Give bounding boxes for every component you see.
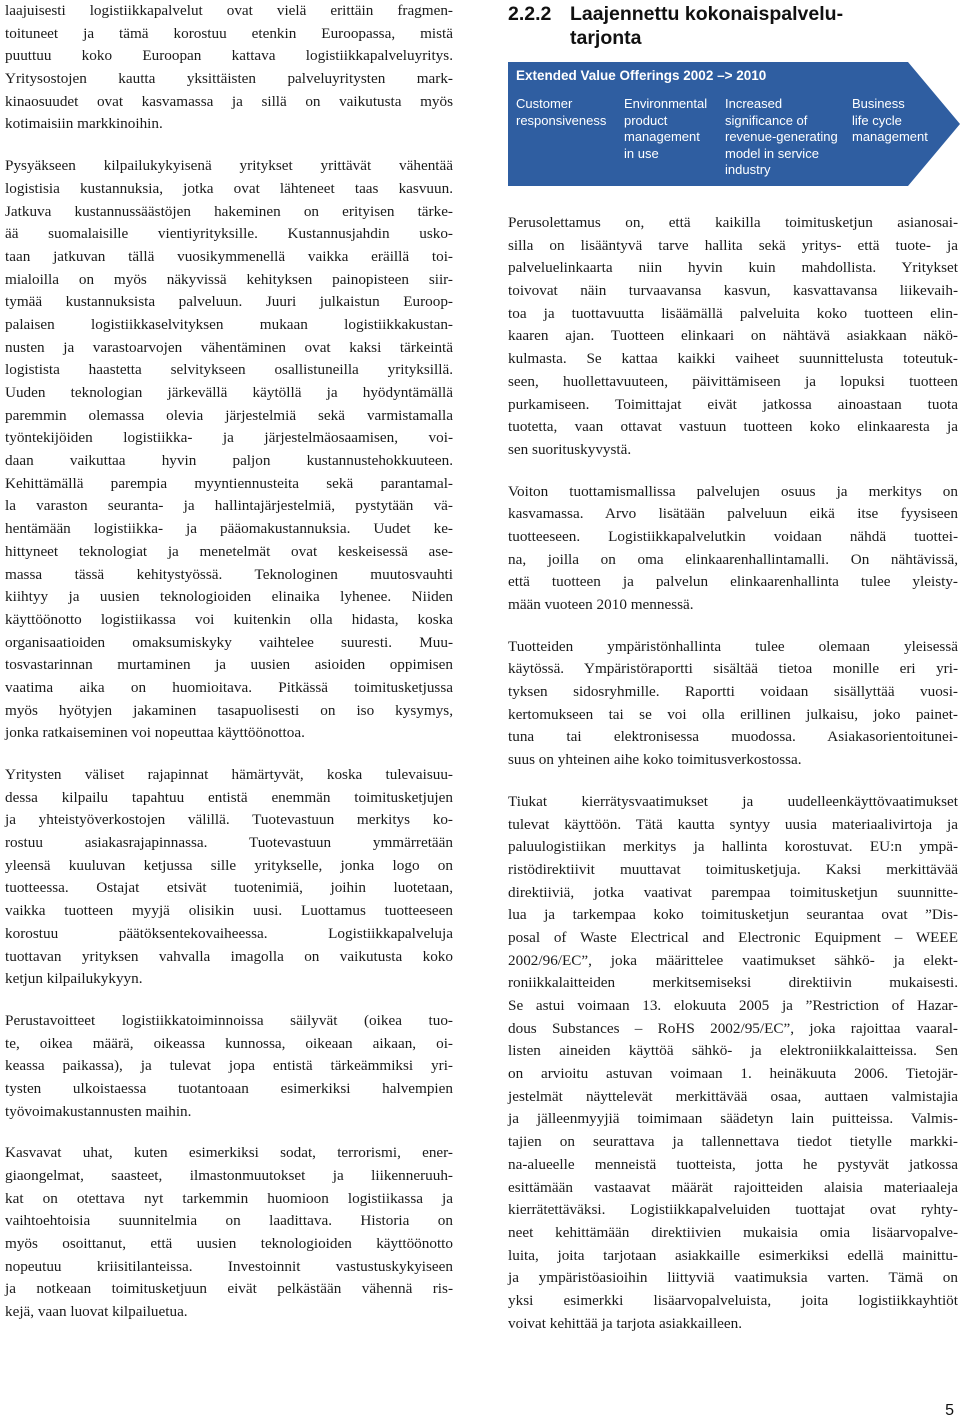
text-line: Jatkuva kustannussäästöjen hakeminen on erityisen tärke- xyxy=(5,202,453,220)
right-paragraph-1 xyxy=(508,212,958,462)
text-line: giaongelmat, saasteet, ilmastonmuutokset ja liikenneruuh- xyxy=(5,1167,453,1184)
banner-item-revenue-generating-model xyxy=(725,96,838,179)
banner-item-business-life-cycle xyxy=(852,96,928,146)
text-line: Uuden teknologian järkevällä käytöllä ja hyödyntämällä xyxy=(5,384,453,401)
banner-item-line: Customer xyxy=(516,96,573,111)
text-line: tuotetta, vaan ottavat vastuun tuotteen koko elinkaaresta ja xyxy=(508,418,958,436)
text-line: yleensä kuuluvan ketjussa sille yritykselle, jonka logo on xyxy=(5,856,453,874)
text-line: dessa kilpailu tapahtuu entistä enemmän toimitusketjujen xyxy=(5,788,453,806)
text-line: tulevat käyttöön. Tätä kautta syntyy uusia materiaalivirtoja ja xyxy=(508,815,958,833)
text-line: toituneet ja tämä korostuu etenkin Euroopassa, mistä xyxy=(5,24,453,42)
text-line: ää suomalaisille vientiyrityksille. Kustannusjahdin usko- xyxy=(5,225,453,243)
text-line: tysten ulkoistaessa tuotantoaan esimerkiksi halvempien xyxy=(5,1079,453,1097)
banner-item-customer-responsiveness xyxy=(516,96,606,129)
banner-item-line: model in service xyxy=(725,145,819,161)
text-line: lua ja tarkempaa koko toimitusketjun seurantaa ovat ”Dis- xyxy=(508,906,958,924)
text-line: paluulogistiikan merkitys ja hallinta korostuvat. EU:n ympä- xyxy=(508,838,958,856)
text-line: sen suorituskyvystä. xyxy=(508,440,632,458)
text-line: ja notkeaan toimitusketjuun eivät pelkästään vähennä ris- xyxy=(5,1280,453,1298)
text-line: listen aineiden käyttöä sähkö- ja elektroniikkalaitteissa. Sen xyxy=(508,1042,958,1060)
text-line: posal of Waste Electrical and Electronic Equipment – WEEE xyxy=(508,928,958,946)
text-line: tajien on seurattava ja tallennettava tiedot tietylle markki- xyxy=(508,1133,958,1151)
banner-item-line: management xyxy=(624,129,700,144)
text-line: käytössä. Ympäristöraportti sisältää tietoa monille eri yri- xyxy=(508,660,958,678)
text-line: seen, huollettavuuteen, päivittämiseen ja lopuksi tuotteen xyxy=(508,372,958,390)
page-number: 5 xyxy=(945,1402,954,1419)
banner-item-line: responsiveness xyxy=(516,112,607,128)
right-paragraph-2 xyxy=(508,481,958,617)
banner-item-line: management xyxy=(852,129,928,144)
text-line: ja yhteistyöverkostojen välillä. Tuotevastuun merkitys ko- xyxy=(5,811,453,829)
text-line: tuotteessa. Ostajat etsivät tuotenimiä, joihin luotetaan, xyxy=(5,879,453,897)
banner-item-line: Business xyxy=(852,96,905,111)
text-line: kat on otettava nyt tarkemmin huomioon logistiikassa ja xyxy=(5,1189,453,1207)
section-number: 2.2.2 xyxy=(508,3,552,25)
text-line: että tuotteen ja palvelun elinkaarenhallinta tulee yleisty- xyxy=(508,573,958,591)
text-line: voivat kehittää ja tarjota asiakkailleen. xyxy=(508,1314,743,1332)
text-line: Perustavoitteet logistiikkatoiminnoissa säilyvät (oikea tuo- xyxy=(5,1011,453,1029)
text-line: ketjun kilpailukykyyn. xyxy=(5,970,143,988)
text-line: tyksen sidosryhmille. Raportti voidaan sisällyttää vuosi- xyxy=(508,683,958,701)
text-line: Perusolettamus on, että kaikilla toimitusketjun asianosai- xyxy=(508,214,958,231)
text-line: neet kehittämään direktiivien mukaisia omia lisäarvopalve- xyxy=(508,1223,958,1241)
text-line: yksi esimerkki lisäarvopalveluista, joita logistiikkayhtiöt xyxy=(508,1291,958,1309)
text-line: organisaatioiden omaksumiskyky vaihtelee suuresti. Muu- xyxy=(5,633,453,651)
text-line: mialoilla on myös näkyvissä kehityksen painopisteen siir- xyxy=(5,270,453,288)
text-line: kaaren ajan. Tuotteen elinkaari on nähtävä asiakkaan näkö- xyxy=(508,327,958,345)
text-line: puuttuu koko Euroopan kattava logistiikkapalveluyritys. xyxy=(5,47,453,65)
text-line: paremmin olemassa olevia järjestelmiä sekä varmistamalla xyxy=(5,406,453,424)
text-line: silla on lisääntyvä tarve hallita sekä yritys- että tuote- ja xyxy=(508,236,958,254)
text-line: kertomukseen tai se voi olla erillinen julkaisu, joko painet- xyxy=(508,705,958,723)
left-paragraph-2 xyxy=(5,155,453,745)
text-line: vaihtoehtoisia suunnitelmia on laadittava. Historia on xyxy=(5,1212,453,1230)
text-line: nopeutuu kriisitilanteissa. Investoinnit vastustuskykyiseen xyxy=(5,1257,453,1275)
text-line: kasvamassa. Arvo lisätään palveluun eikä itse fyysiseen xyxy=(508,505,958,523)
text-line: roniikkalaitteiden merkitsemiseksi direktiivin mukaisesti. xyxy=(508,974,958,992)
left-column xyxy=(5,0,453,1343)
text-line: toivovat näin turvaavansa kasvun, kasvattavansa liikevaih- xyxy=(508,282,958,300)
text-line: jonka ratkaiseminen voi nopeuttaa käyttöönottoa. xyxy=(5,724,305,742)
text-line: kinaosuudet ovat kasvamassa ja sillä on vaikutusta myös xyxy=(5,92,453,110)
text-line: työntekijöiden logistiikka- ja järjestelmäosaamisen, voi- xyxy=(5,429,453,447)
text-line: jestelmät näyttelevät merkittävää osaa, auttaen valmistajia xyxy=(508,1087,958,1105)
banner-item-line: Environmental xyxy=(624,96,708,111)
left-paragraph-4 xyxy=(5,1010,453,1123)
text-line: keassa paikassa), ja tulevat jopa entistä tärkeämmiksi yri- xyxy=(5,1057,453,1075)
text-line: palaisen logistiikkaselvityksen mukaan logistiikkakustan- xyxy=(5,315,453,333)
text-line: ja jälleenmyyjiä toimimaan säädetyn lain puitteissa. Valmis- xyxy=(508,1110,958,1128)
text-line: Se astui voimaan 13. elokuuta 2005 ja ”Restriction of Hazar- xyxy=(508,997,958,1014)
text-line: kotimaisiin markkinoihin. xyxy=(5,115,163,133)
text-line: kierrätettäväksi. Logistiikkapalveluiden tuottajat ovat ryhty- xyxy=(508,1201,958,1219)
extended-value-offerings-banner xyxy=(508,62,960,186)
text-line: kulmasta. Se kattaa kaikki vaiheet suunnittelusta toteutuk- xyxy=(508,350,958,368)
text-line: Voiton tuottamismallissa palvelujen osuus ja merkitys on xyxy=(508,482,958,500)
banner-item-line: revenue-generating xyxy=(725,129,838,144)
text-line: ristödirektiivit muuttavat toimitusketjuja. Kaksi merkittävää xyxy=(508,860,958,878)
banner-item-line: life cycle xyxy=(852,112,902,128)
text-line: työvoimakustannusten maihin. xyxy=(5,1102,192,1120)
banner-item-line: product xyxy=(624,112,668,128)
text-line: tuottavan yrityksen vahvalla imagolla on vaikutusta koko xyxy=(5,947,453,965)
section-title-line-2: tarjonta xyxy=(570,27,642,49)
text-line: palveluelinkaarta niin hyvin kuin mahdollista. Yritykset xyxy=(508,259,958,277)
text-line: logistista haastetta selvitykseen osallistuneilla yrityksillä. xyxy=(5,361,453,379)
text-line: vaatima aika on huomioitava. Pitkässä toimitusketjussa xyxy=(5,678,453,696)
text-line: Yritysten väliset rajapinnat hämärtyvät, koska tulevaisuu- xyxy=(5,766,453,783)
text-line: esittämään vastaavat määrät rajoitteiden alaisia materiaaleja xyxy=(508,1178,958,1196)
text-line: hentämään logistiikka- ja pääomakustannuksia. Uudet ke- xyxy=(5,520,453,538)
text-line: toa ja tuottavuutta lisäämällä palveluita koko tuotteen elin- xyxy=(508,304,958,322)
text-line: myös osoittanut, että uusien teknologioiden käyttöönotto xyxy=(5,1235,453,1253)
text-line: Tiukat kierrätysvaatimukset ja uudelleenkäyttövaatimukset xyxy=(508,792,958,810)
banner-item-line: industry xyxy=(725,162,771,177)
text-line: käyttöönotto logistiikassa voi kuitenkin olla hidasta, koska xyxy=(5,610,453,628)
text-line: la varaston seuranta- ja hallintajärjestelmiä, pystytään vä- xyxy=(5,497,453,515)
right-paragraph-3 xyxy=(508,636,958,772)
text-line: Kasvavat uhat, kuten esimerkiksi sodat, terrorismi, ener- xyxy=(5,1144,453,1162)
right-paragraph-4 xyxy=(508,791,958,1336)
text-line: tymää kustannuksista palveluun. Juuri julkaistun Euroop- xyxy=(5,293,453,311)
text-line: daan vaikuttaa hyvin paljon kustannustehokkuuteen. xyxy=(5,452,453,470)
text-line: tosvastarinnan murtaminen ja uusien asioiden oppimisen xyxy=(5,656,453,674)
text-line: vaikka tuotteen myyjä olisikin uusi. Luottamus tuotteeseen xyxy=(5,902,453,920)
banner-item-line: significance of xyxy=(725,112,808,128)
banner-item-line: in use xyxy=(624,145,659,161)
text-line: dous Substances – RoHS 2002/95/EC”, joka rajoittaa vaaral- xyxy=(508,1019,958,1037)
text-line: massa tässä kehitystyössä. Teknologinen muutosvauhti xyxy=(5,565,453,583)
text-line: kiihtyy ja uusien teknologioiden elinaika lyhenee. Niiden xyxy=(5,588,453,606)
text-line: kejä, vaan luovat kilpailuetua. xyxy=(5,1303,188,1321)
section-heading xyxy=(508,2,958,50)
text-line: na, joilla on oma elinkaarenhallintamalli. On nähtävissä, xyxy=(508,550,958,568)
text-line: myös hyötyjen jakaminen tasapuolisesti on iso kysymys, xyxy=(5,701,453,719)
text-line: logistisia kustannuksia, jotka ovat lähteneet taas kasvuun. xyxy=(5,179,453,197)
left-paragraph-3 xyxy=(5,764,453,991)
text-line: Tuotteiden ympäristönhallinta tulee olemaan yleisessä xyxy=(508,637,958,655)
text-line: ja ympäristöasioihin liittyviä vaatimuksia varten. Tämä on xyxy=(508,1269,958,1287)
text-line: Yritysostojen kautta yksittäisten palveluyritysten mark- xyxy=(5,70,453,88)
text-line: on arvioitu astuvan voimaan 1. heinäkuuta 2006. Tietojär- xyxy=(508,1065,958,1083)
text-line: hittyneet teknologiat ja menetelmät ovat keskeisessä ase- xyxy=(5,542,453,560)
left-paragraph-5 xyxy=(5,1142,453,1324)
text-line: suus on yhteinen aihe koko toimitusverkostossa. xyxy=(508,751,802,769)
banner-item-environmental-product-management xyxy=(624,96,707,162)
text-line: mään vuoteen 2010 mennessä. xyxy=(508,596,694,613)
text-line: rostuu asiakasrajapinnassa. Tuotevastuun ymmärretään xyxy=(5,834,453,852)
text-line: tuotteeseen. Logistiikkapalvelutkin voidaan nähdä tuottei- xyxy=(508,527,958,545)
text-line: purkamiseen. Toimittajat eivät jatkossa ainoastaan tuota xyxy=(508,395,958,413)
text-line: nusten ja varastoarvojen vähentäminen ovat kaksi tärkeintä xyxy=(5,338,453,356)
left-paragraph-1 xyxy=(5,0,453,136)
text-line: korostuu päätöksentekovaiheessa. Logistiikkapalveluja xyxy=(5,924,453,942)
text-line: na-alueelle menneistä tuotteista, jotta he pystyvät jatkossa xyxy=(508,1155,958,1173)
banner-item-line: Increased xyxy=(725,96,783,111)
text-line: te, oikea määrä, oikeassa kunnossa, oikeaan aikaan, oi- xyxy=(5,1034,453,1052)
text-line: laajuisesti logistiikkapalvelut ovat vielä erittäin fragmen- xyxy=(5,2,453,19)
text-line: tuna tai elektronisessa muodossa. Asiakasorientoitunei- xyxy=(508,728,958,746)
text-line: taan jatkuvan tällä vuosikymmenellä vaikka eräillä toi- xyxy=(5,247,453,265)
text-line: direktiiviä, jotka vaativat parempaa toimitusketjun suunnitte- xyxy=(508,883,958,901)
text-line: Kehittämällä parempia myyntiennusteita sekä parantamal- xyxy=(5,474,453,492)
text-line: 2002/96/EC”, joka määrittelee vaatimukset sähkö- ja elekt- xyxy=(508,951,958,969)
section-title-line-1: Laajennettu kokonaispalvelu- xyxy=(570,3,844,25)
text-line: luita, joita tarjotaan asiakkaille esimerkiksi edellä mainittu- xyxy=(508,1246,958,1264)
right-column xyxy=(508,212,958,1354)
banner-title: Extended Value Offerings 2002 –> 2010 xyxy=(516,68,767,83)
text-line: Pysyäkseen kilpailukykyisenä yritykset yrittävät vähentää xyxy=(5,157,453,175)
